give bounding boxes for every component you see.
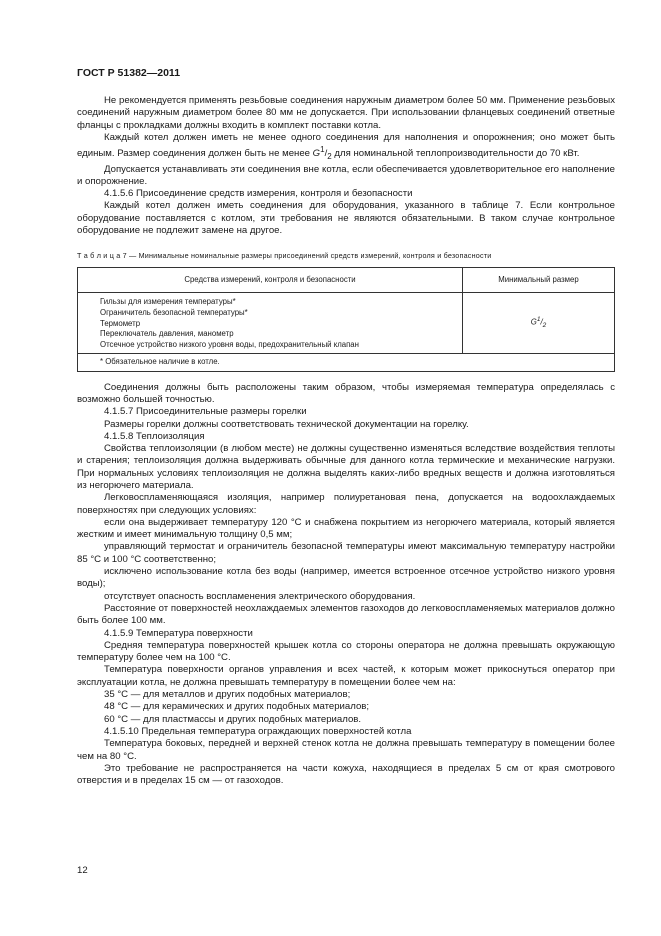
paragraph-connection-size: Каждый котел должен иметь не менее одного соединения для наполнения и опорожнения; оно может быть единым. Размер соединения должен быть не менее $G^1/_2$ для номинальной теплопроизводительности до 70 кВт.: [77, 131, 615, 162]
paragraph: Каждый котел должен иметь соединения для оборудования, указанного в таблице 7. Если контрольное оборудование поставляется с котлом, эти требования не являются обязательными. В таком случае контрольное оборудование не подлежит замене на другое.: [77, 200, 615, 237]
page-number: 12: [77, 865, 88, 876]
paragraph: Средняя температура поверхностей крышек котла со стороны оператора не должна превышать окружающую температуру более чем на 100 °С.: [77, 639, 615, 664]
table-item: Ограничитель безопасной температуры*: [100, 307, 248, 317]
table-item: Переключатель давления, манометр: [100, 329, 234, 339]
paragraph: Не рекомендуется применять резьбовые соединения наружным диаметром более 50 мм. Применение резьбовых соединений наружным диаметром более 80 мм не допускается. При использовании фланцевых соединений ответные фланцы с прокладками должны входить в комплект поставки котла.: [77, 95, 615, 131]
paragraph: Температура боковых, передней и верхней стенок котла не должна превышать температуру в помещении более чем на 80 °С.: [77, 738, 615, 762]
section-heading: 4.1.5.8 Теплоизоляция: [104, 430, 205, 442]
table-cell-size: $G^1/_2$: [463, 293, 615, 354]
list-item: 60 °С — для пластмассы и других подобных материалов.: [104, 713, 362, 725]
table-item: Гильзы для измерения температуры*: [100, 297, 236, 307]
paragraph: Легковоспламеняющаяся изоляция, например полиуретановая пена, допускается на водоохлаждаемых поверхностях при следующих условиях:: [77, 492, 615, 516]
table-footnote: * Обязательное наличие в котле.: [78, 354, 615, 371]
section-heading: 4.1.5.6 Присоединение средств измерения, контроля и безопасности: [104, 188, 413, 200]
document-header: ГОСТ Р 51382—2011: [77, 67, 181, 79]
table-header-cell: Минимальный размер: [463, 268, 615, 293]
page-body: [77, 95, 615, 787]
paragraph: Допускается устанавливать эти соединения вне котла, если обеспечивается удовлетворительное его наполнение и опорожнение.: [77, 163, 615, 187]
paragraph: Температура поверхности органов управления и всех частей, к которым может прикоснуться оператор при эксплуатации котла, не должна превышать температуру в помещении более чем на:: [77, 664, 615, 688]
section-heading: 4.1.5.10 Предельная температура ограждающих поверхностей котла: [104, 725, 412, 737]
table-item: Термометр: [100, 318, 141, 328]
table-footnote-row: [78, 354, 615, 371]
section-heading: 4.1.5.7 Присоединительные размеры горелки: [104, 406, 307, 418]
table-cell-items: [78, 293, 463, 354]
paragraph: Это требование не распространяется на части кожуха, находящиеся в пределах 5 см от края смотрового отверстия и в пределах 15 см — от газоходов.: [77, 762, 615, 787]
table-header-cell: Средства измерений, контроля и безопасности: [78, 268, 463, 293]
table-row: [78, 293, 615, 354]
table-caption: Т а б л и ц а 7 — Минимальные номинальные размеры присоединений средств измерений, контроля и безопасности: [77, 251, 492, 261]
list-item: 48 °С — для керамических и других подобных материалов;: [104, 701, 370, 713]
paragraph: Размеры горелки должны соответствовать технической документации на горелку.: [104, 418, 469, 430]
paragraph: Соединения должны быть расположены таким образом, чтобы измеряемая температура определялась с возможно большей точностью.: [77, 381, 615, 405]
paragraph: Расстояние от поверхностей неохлаждаемых элементов газоходов до легковоспламеняемых материалов должно быть более 100 мм.: [77, 602, 615, 627]
list-item: 35 °С — для металлов и других подобных материалов;: [104, 689, 351, 701]
list-item: если она выдерживает температуру 120 °С и снабжена покрытием из негорючего материала, который является жестким и имеет минимальную толщину 0,5 мм;: [77, 516, 615, 541]
section-heading: 4.1.5.9 Температура поверхности: [104, 627, 253, 639]
table-header-row: [78, 268, 615, 293]
table-7: [77, 267, 615, 371]
table-item: Отсечное устройство низкого уровня воды, предохранительный клапан: [100, 339, 359, 349]
paragraph: Свойства теплоизоляции (в любом месте) не должны существенно изменяться вследствие воздействия теплоты и старения; теплоизоляция должна выдерживать обычные для данного котла термические и механические нагрузки. При нормальных условиях теплоизоляция не должна выделять каких-либо вредных веществ и должна изготовляться из негорючего материала.: [77, 443, 615, 491]
list-item: исключено использование котла без воды (например, имеется встроенное отсечное устройство низкого уровня воды);: [77, 566, 615, 590]
list-item: управляющий термостат и ограничитель безопасной температуры имеют максимальную температуру настройки 85 °С и 100 °С соответственно;: [77, 541, 615, 565]
list-item: отсутствует опасность воспламенения электрического оборудования.: [104, 590, 416, 602]
